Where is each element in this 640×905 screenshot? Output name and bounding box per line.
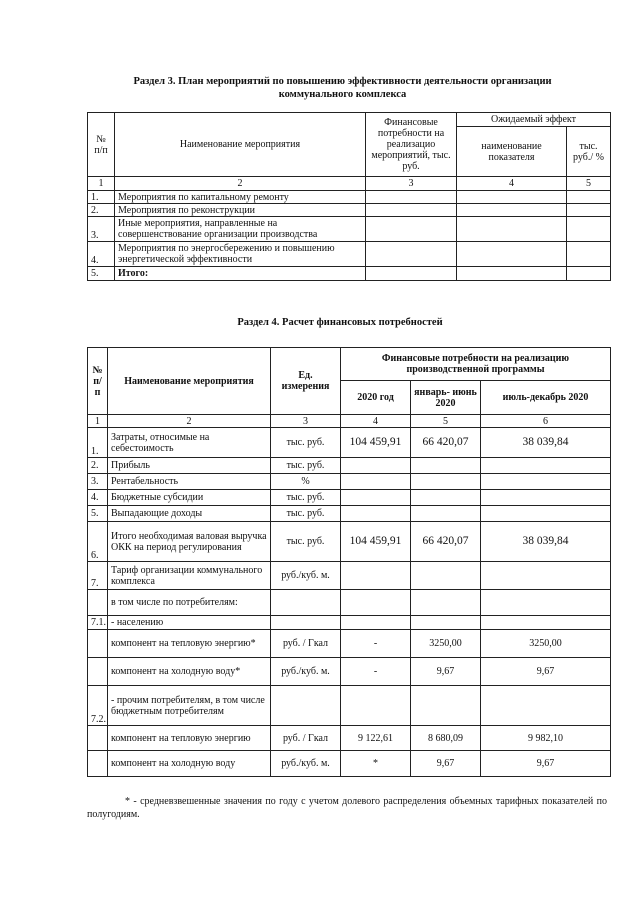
- section4-table: [87, 347, 611, 777]
- row-unit: [271, 686, 341, 726]
- header-num: № п/п: [88, 348, 108, 415]
- column-number-row: [88, 415, 611, 428]
- row-h2: [481, 686, 611, 726]
- row-name: Итого необходимая валовая выручка ОКК на период регулирования: [108, 522, 271, 562]
- row-name: Затраты, относимые на себестоимость: [108, 428, 271, 458]
- row-num: [88, 658, 108, 686]
- row-name: Тариф организации коммунального комплекса: [108, 562, 271, 590]
- colnum: 4: [341, 415, 411, 428]
- row-name: - прочим потребителям, в том числе бюджетным потребителям: [108, 686, 271, 726]
- row-num: 5.: [88, 506, 108, 522]
- table-row: [88, 522, 611, 562]
- header-num: № п/п: [88, 113, 115, 177]
- colnum: 3: [271, 415, 341, 428]
- row-unit: тыс. руб.: [271, 490, 341, 506]
- table-row: [88, 751, 611, 777]
- row-2020: [341, 490, 411, 506]
- row-name: компонент на холодную воду: [108, 751, 271, 777]
- row-name: компонент на тепловую энергию: [108, 726, 271, 751]
- header-indicator: наименование показателя: [457, 127, 567, 177]
- colnum: 2: [115, 177, 366, 191]
- row-num: [88, 630, 108, 658]
- row-2020: [341, 458, 411, 474]
- row-name: Иные мероприятия, направленные на совершенствование организации производства: [115, 217, 366, 242]
- row-h2: [481, 562, 611, 590]
- header-name: Наименование мероприятия: [108, 348, 271, 415]
- row-h2: 38 039,84: [481, 428, 611, 458]
- colnum: 1: [88, 177, 115, 191]
- row-unit: руб. / Гкал: [271, 630, 341, 658]
- row-h2: 3250,00: [481, 630, 611, 658]
- header-fin: Финансовые потребности на реализацио мероприятий, тыс. руб.: [366, 113, 457, 177]
- row-num: 6.: [88, 522, 108, 562]
- row-name: Мероприятия по энергосбережению и повышению энергетической эффективности: [115, 242, 366, 267]
- row-h2: [481, 616, 611, 630]
- row-2020: *: [341, 751, 411, 777]
- header-h2: июль-декабрь 2020: [481, 381, 611, 415]
- row-name: Итого:: [115, 267, 366, 281]
- table-row: [88, 217, 611, 242]
- row-num: 4.: [88, 490, 108, 506]
- row-num: 3.: [88, 217, 115, 242]
- row-name: в том числе по потребителям:: [108, 590, 271, 616]
- row-h2: [481, 506, 611, 522]
- row-2020: [341, 562, 411, 590]
- row-num: 2.: [88, 204, 115, 217]
- row-h1: [411, 490, 481, 506]
- row-name: компонент на холодную воду*: [108, 658, 271, 686]
- table-row: [88, 204, 611, 217]
- row-h1: 9,67: [411, 751, 481, 777]
- row-unit: тыс. руб.: [271, 458, 341, 474]
- row-num: 1.: [88, 428, 108, 458]
- row-h1: [411, 474, 481, 490]
- row-num: 7.2.: [88, 686, 108, 726]
- row-2020: -: [341, 658, 411, 686]
- header-name: Наименование мероприятия: [115, 113, 366, 177]
- colnum: 6: [481, 415, 611, 428]
- colnum: 5: [411, 415, 481, 428]
- row-2020: 104 459,91: [341, 428, 411, 458]
- row-h2: [481, 458, 611, 474]
- row-name: Выпадающие доходы: [108, 506, 271, 522]
- row-h2: 9 982,10: [481, 726, 611, 751]
- table-row: [88, 474, 611, 490]
- row-h2: [481, 490, 611, 506]
- row-h1: 9,67: [411, 658, 481, 686]
- row-unit: руб./куб. м.: [271, 562, 341, 590]
- table-row: [88, 590, 611, 616]
- colnum: 1: [88, 415, 108, 428]
- section3-title: Раздел 3. План мероприятий по повышению эффективности деятельности организации коммунального комплекса: [133, 76, 552, 100]
- row-2020: [341, 474, 411, 490]
- row-num: 7.: [88, 562, 108, 590]
- row-h1: 66 420,07: [411, 522, 481, 562]
- header-unit: Ед. измерения: [271, 348, 341, 415]
- table-row: [88, 630, 611, 658]
- row-name: Рентабельность: [108, 474, 271, 490]
- colnum: 4: [457, 177, 567, 191]
- row-num: [88, 751, 108, 777]
- row-unit: %: [271, 474, 341, 490]
- row-num: 1.: [88, 191, 115, 204]
- table-row: [88, 562, 611, 590]
- row-h2: [481, 590, 611, 616]
- row-unit: [271, 590, 341, 616]
- row-num: 4.: [88, 242, 115, 267]
- table-row: [88, 616, 611, 630]
- row-name: компонент на тепловую энергию*: [108, 630, 271, 658]
- table-row: [88, 458, 611, 474]
- footnote: * - средневзвешенные значения по году с учетом долевого распределения объемных тарифных показателей по полугодиям.: [87, 796, 607, 820]
- row-name: Мероприятия по капитальному ремонту: [115, 191, 366, 204]
- row-name: Прибыль: [108, 458, 271, 474]
- row-2020: [341, 616, 411, 630]
- row-num: 2.: [88, 458, 108, 474]
- row-h1: [411, 616, 481, 630]
- section4-title: Раздел 4. Расчет финансовых потребностей: [237, 317, 443, 328]
- table-row: [88, 242, 611, 267]
- row-unit: руб./куб. м.: [271, 751, 341, 777]
- row-name: - населению: [108, 616, 271, 630]
- table-row: [88, 726, 611, 751]
- table-row: [88, 490, 611, 506]
- row-2020: [341, 590, 411, 616]
- table-row: [88, 191, 611, 204]
- header-effect: Ожидаемый эффект: [457, 113, 611, 127]
- column-number-row: [88, 177, 611, 191]
- row-unit: тыс. руб.: [271, 428, 341, 458]
- row-h2: 38 039,84: [481, 522, 611, 562]
- header-h1: январь- июнь 2020: [411, 381, 481, 415]
- colnum: 5: [567, 177, 611, 191]
- row-unit: руб. / Гкал: [271, 726, 341, 751]
- table-row: [88, 506, 611, 522]
- row-2020: 9 122,61: [341, 726, 411, 751]
- row-h1: 3250,00: [411, 630, 481, 658]
- row-h1: [411, 562, 481, 590]
- row-unit: тыс. руб.: [271, 522, 341, 562]
- table-row: [88, 686, 611, 726]
- table-row: [88, 428, 611, 458]
- table-row: [88, 267, 611, 281]
- row-2020: [341, 686, 411, 726]
- header-unit: тыс. руб./ %: [567, 127, 611, 177]
- row-h1: 66 420,07: [411, 428, 481, 458]
- row-h2: 9,67: [481, 658, 611, 686]
- row-num: 5.: [88, 267, 115, 281]
- row-2020: 104 459,91: [341, 522, 411, 562]
- row-unit: руб./куб. м.: [271, 658, 341, 686]
- row-h1: 8 680,09: [411, 726, 481, 751]
- row-h1: [411, 506, 481, 522]
- row-num: 3.: [88, 474, 108, 490]
- colnum: 3: [366, 177, 457, 191]
- row-name: Бюджетные субсидии: [108, 490, 271, 506]
- row-unit: [271, 616, 341, 630]
- header-2020: 2020 год: [341, 381, 411, 415]
- table-row: [88, 658, 611, 686]
- row-num: [88, 726, 108, 751]
- row-unit: тыс. руб.: [271, 506, 341, 522]
- row-h2: 9,67: [481, 751, 611, 777]
- colnum: 2: [108, 415, 271, 428]
- section3-table: [87, 112, 611, 281]
- row-h2: [481, 474, 611, 490]
- row-num: [88, 590, 108, 616]
- row-h1: [411, 686, 481, 726]
- row-h1: [411, 590, 481, 616]
- row-num: 7.1.: [88, 616, 108, 630]
- row-2020: -: [341, 630, 411, 658]
- header-fin: Финансовые потребности на реализацию производственной программы: [341, 348, 611, 381]
- row-name: Мероприятия по реконструкции: [115, 204, 366, 217]
- row-2020: [341, 506, 411, 522]
- row-h1: [411, 458, 481, 474]
